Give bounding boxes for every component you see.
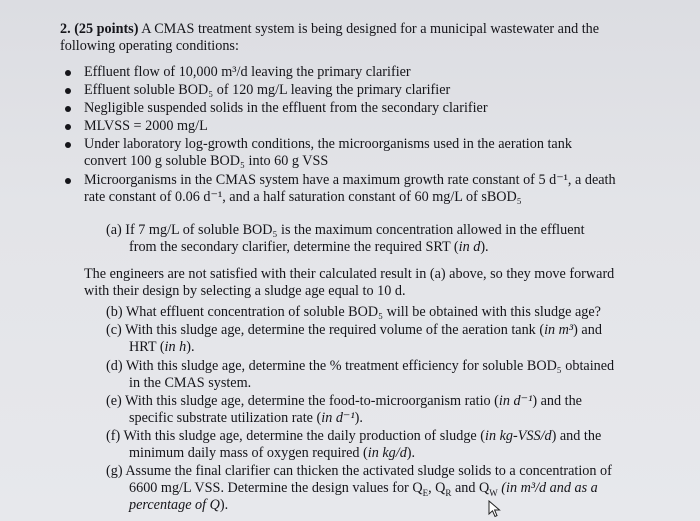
part-c-line2: [129, 339, 195, 355]
part-f-label: (f): [106, 428, 121, 444]
part-g-text: Assume the final clarifier can thicken the activated sludge solids to a concentration of: [125, 463, 612, 479]
part-g-sub-w: W: [489, 487, 498, 498]
condition-kinetics-line1: Microorganisms in the CMAS system have a maximum growth rate constant of 5 d⁻¹, a death: [84, 172, 616, 188]
condition-effluent-flow: Effluent flow of 10,000 m³/d leaving the primary clarifier: [84, 64, 411, 80]
part-g-label: (g): [106, 463, 123, 479]
question-number: 2.: [60, 21, 71, 37]
part-b-label: (b): [106, 304, 123, 320]
condition-mlvss: MLVSS = 2000 mg/L: [84, 118, 208, 134]
part-c-hrt: HRT (: [129, 339, 165, 355]
part-a-line1: [106, 222, 585, 238]
question-heading: [60, 21, 599, 37]
part-b: [106, 304, 601, 320]
part-a-line2: [129, 239, 489, 255]
condition-suspended-solids: Negligible suspended solids in the effluent from the secondary clarifier: [84, 100, 488, 116]
part-e-sub-close: ).: [354, 410, 363, 426]
part-f-text-end: ) and the: [551, 428, 602, 444]
part-d-line2: in the CMAS system.: [129, 375, 252, 391]
part-c-text-end: ) and: [573, 322, 602, 338]
bullet-icon: [65, 106, 71, 112]
part-g-sep-2: and Q: [451, 480, 490, 496]
part-g-unit: (in m³/d and as a: [497, 480, 598, 496]
part-c-line1: [106, 322, 602, 338]
part-f-line1: [106, 428, 601, 444]
part-e-unit: in d⁻¹: [498, 393, 533, 409]
part-c-unit: in m³: [544, 322, 574, 338]
part-b-text: What effluent concentration of soluble BOD₅ will be obtained with this sludge age?: [125, 304, 601, 320]
transition-line2: with their design by selecting a sludge age equal to 10 d.: [84, 283, 406, 299]
part-g-sub-r: R: [445, 487, 452, 498]
part-g-sub-e: E: [422, 487, 429, 498]
part-c-hrt-close: ).: [186, 339, 195, 355]
condition-kinetics-line2: rate constant of 0.06 d⁻¹, and a half saturation constant of 60 mg/L of sBOD₅: [84, 189, 522, 205]
part-e-line2: [129, 410, 363, 426]
part-e-text: With this sludge age, determine the food-to-microorganism ratio (: [125, 393, 499, 409]
mouse-cursor-icon: [488, 500, 502, 518]
part-c-label: (c): [106, 322, 122, 338]
bullet-icon: [65, 88, 71, 94]
part-f-text: With this sludge age, determine the daily production of sludge (: [123, 428, 486, 444]
part-c-text: With this sludge age, determine the required volume of the aeration tank (: [125, 322, 545, 338]
bullet-icon: [65, 124, 71, 130]
part-g-line3: [129, 497, 228, 513]
question-intro-line1: A CMAS treatment system is being designed for a municipal wastewater and the: [141, 21, 600, 37]
part-a-unit: in d: [458, 239, 481, 255]
part-g-design-text: 6600 mg/L VSS. Determine the design values for Q: [129, 480, 423, 496]
bullet-icon: [65, 178, 71, 184]
part-e-label: (e): [106, 393, 122, 409]
part-d-label: (d): [106, 358, 123, 374]
part-f-line2: [129, 445, 415, 461]
part-e-line1: [106, 393, 582, 409]
part-f-oxygen-unit: in kg/d: [367, 445, 407, 461]
part-f-unit: in kg-VSS/d: [485, 428, 552, 444]
part-e-text-end: ) and the: [532, 393, 582, 409]
transition-line1: The engineers are not satisfied with their calculated result in (a) above, so they move forward: [84, 266, 615, 282]
part-a-line2-close: ).: [480, 239, 489, 255]
part-g-percentage: percentage of Q: [129, 497, 220, 513]
part-g-close: ).: [219, 497, 229, 513]
bullet-icon: [65, 142, 71, 148]
part-e-sub-unit: in d⁻¹: [321, 410, 355, 426]
part-a-label: (a): [106, 222, 122, 238]
part-g-sep-1: , Q: [428, 480, 446, 496]
part-a-text: If 7 mg/L of soluble BOD₅ is the maximum concentration allowed in the effluent: [125, 222, 585, 238]
part-d-text: With this sludge age, determine the % treatment efficiency for soluble BOD₅ obtained: [125, 358, 615, 374]
question-points: (25 points): [74, 21, 139, 37]
part-e-sub-text: specific substrate utilization rate (: [129, 410, 322, 426]
condition-yield-line1: Under laboratory log-growth conditions, the microorganisms used in the aeration tank: [84, 136, 572, 152]
condition-soluble-bod: Effluent soluble BOD₅ of 120 mg/L leaving the primary clarifier: [84, 82, 451, 98]
part-a-line2-text: from the secondary clarifier, determine the required SRT (: [129, 239, 459, 255]
part-c-hrt-unit: in h: [164, 339, 187, 355]
part-f-oxygen-text: minimum daily mass of oxygen required (: [129, 445, 368, 461]
condition-yield-line2: convert 100 g soluble BOD₅ into 60 g VSS: [84, 153, 329, 169]
part-f-oxygen-close: ).: [406, 445, 416, 461]
question-intro-line2: following operating conditions:: [60, 38, 239, 54]
bullet-icon: [65, 70, 71, 76]
part-d-line1: [106, 358, 614, 374]
part-g-line1: [106, 463, 612, 479]
